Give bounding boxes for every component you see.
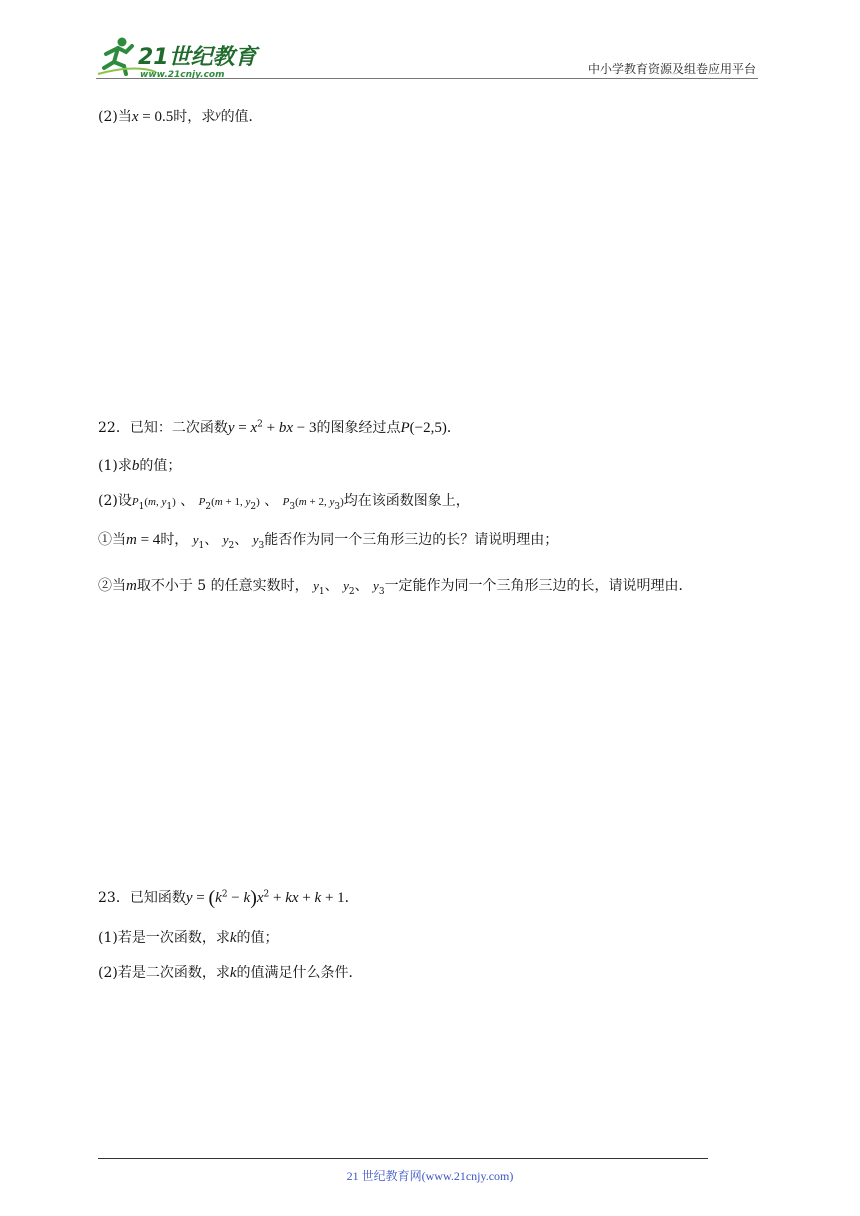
logo-url: www.21cnjy.com (140, 70, 225, 80)
footer-divider (98, 1158, 708, 1159)
q23-part2: (2)若是二次函数，求k的值满足什么条件． (98, 965, 363, 981)
header-divider (96, 78, 758, 79)
site-logo (96, 36, 266, 80)
q21-part2: (2)当x = 0.5时，求y的值． (98, 107, 263, 125)
footer-text: 21 世纪教育网(www.21cnjy.com) (346, 1169, 514, 1183)
q22-part2: (2)设$P_1(m$, $y_1$) 、 $P_2(m + 1$, $y_2$) 、 $P_3(m + 2$, $y_3$)均在该函数图象上， (98, 493, 470, 512)
platform-tagline: 中小学教育资源及组卷应用平台 (587, 62, 756, 76)
q22-stem: 22．已知：二次函数$y = x^2$ + bx − 3的图象经过点P(−2,5)． (98, 419, 461, 436)
q23-stem: 23．已知函数$y = (k^2 - k)x^2$ + kx + k + 1． (98, 887, 359, 909)
q23-part1: (1)若是一次函数，求k的值； (98, 930, 279, 946)
q22-sub1: ①当m = 4时， $y_1$、 $y_2$、 $y_3$能否作为同一个三角形三边的长？请说明理由； (98, 532, 559, 551)
q22-sub2: ②当m取不小于 5 的任意实数时， $y_1$、 $y_2$、 $y_3$一定能作为同一个三角形三边的长，请说明理由． (98, 578, 693, 597)
q22-part1: (1)求b的值； (98, 458, 182, 474)
logo-text: 21世纪教育 (138, 45, 257, 70)
